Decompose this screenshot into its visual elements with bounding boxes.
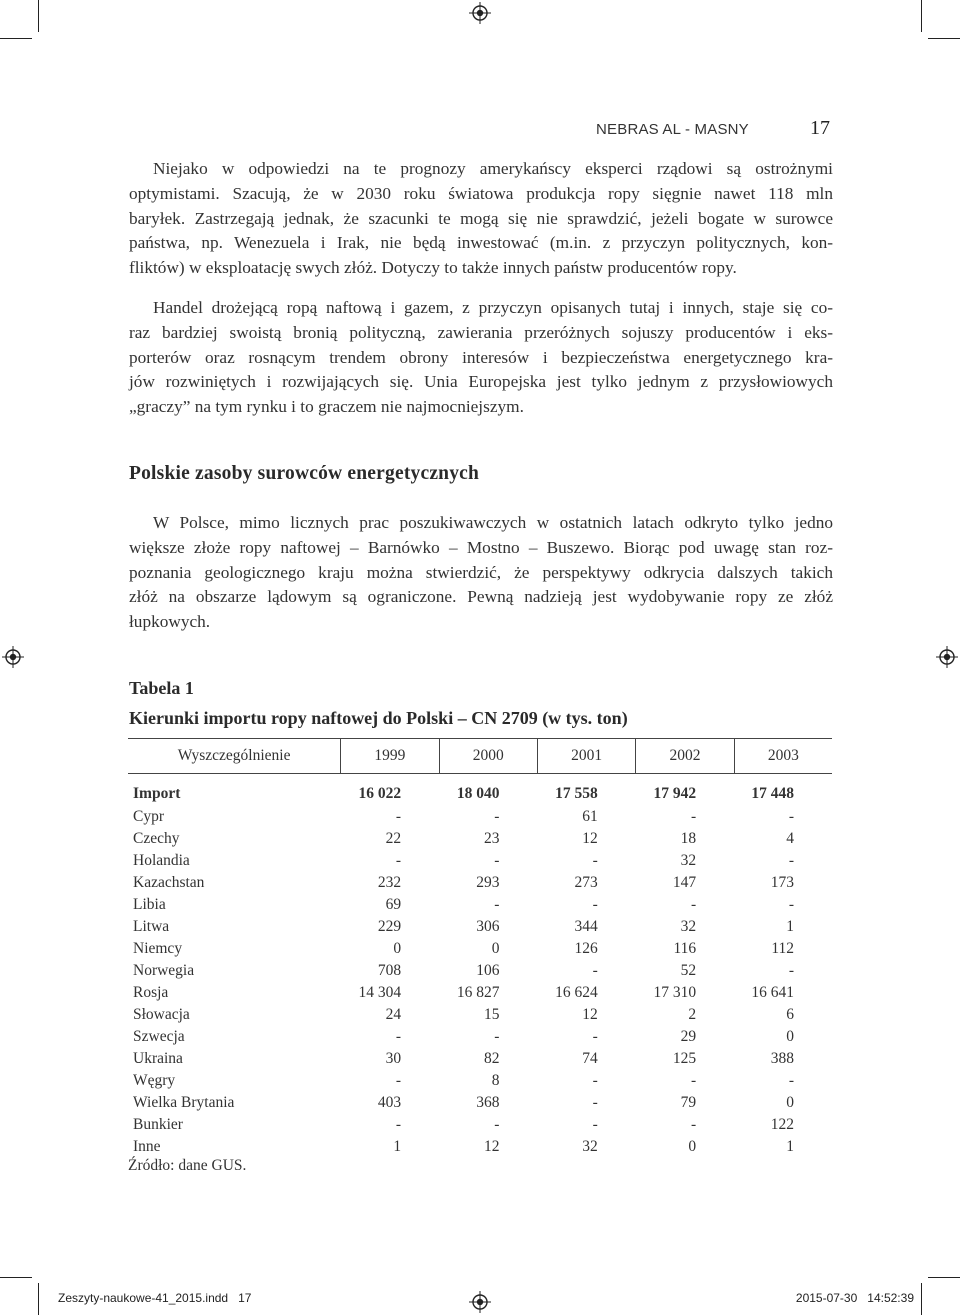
text-line: Handel drożejącą ropą naftową i gazem, z przyczyn opisanych tutaj i innych, staje się co- (153, 298, 833, 317)
table-row (128, 828, 832, 850)
import-table (128, 738, 832, 1158)
value-cell: 368 (476, 1094, 500, 1111)
value-cell: - (690, 1116, 697, 1133)
row-label-cell: Holandia (133, 852, 190, 869)
value-cell: - (592, 1072, 598, 1089)
value-cell: 6 (786, 1006, 794, 1023)
value-cell: - (395, 1116, 402, 1133)
row-label-cell: Libia (133, 896, 166, 913)
column-header: 1999 (341, 739, 439, 774)
value-cell: 24 (385, 1006, 402, 1023)
table-row (128, 850, 832, 872)
value-cell: - (690, 896, 697, 913)
value-cell: 1 (786, 1138, 794, 1155)
value-cell: - (592, 896, 598, 913)
value-cell: - (788, 1072, 794, 1089)
text-line: złóż na obszarze lądowym są ograniczone. Pewną nadzieją jest wydobywanie ropy ze złóż (129, 587, 833, 607)
row-label-cell: Kazachstan (133, 874, 205, 891)
row-label-cell: Wielka Brytania (133, 1094, 235, 1111)
value-cell: 30 (385, 1050, 402, 1067)
header-author: NEBRAS AL - MASNY (596, 121, 749, 138)
value-cell: 0 (491, 940, 500, 957)
value-cell: 125 (672, 1050, 697, 1067)
value-cell: 12 (582, 1006, 598, 1023)
value-cell: 17 942 (653, 785, 697, 802)
value-cell: 116 (673, 940, 697, 957)
text-line: W Polsce, mimo licznych prac poszukiwawczych w ostatnich latach odkryto tylko jedno (153, 513, 833, 532)
row-label-cell: Norwegia (133, 962, 195, 979)
registration-mark-icon (469, 2, 491, 24)
value-cell: - (395, 1028, 402, 1045)
value-cell: 17 310 (653, 984, 697, 1001)
registration-mark-icon (2, 646, 24, 668)
table-row (128, 1026, 832, 1048)
column-header: 2000 (439, 739, 537, 774)
value-cell: 17 558 (555, 785, 598, 802)
value-cell: 16 624 (555, 984, 598, 1001)
value-cell: 22 (385, 830, 402, 847)
value-cell: 32 (582, 1138, 598, 1155)
value-cell: 12 (483, 1138, 500, 1155)
crop-mark (38, 1283, 39, 1315)
table-header-row (128, 739, 832, 774)
value-cell: 69 (385, 896, 402, 913)
file-slug: Zeszyty-naukowe-41_2015.indd 17 (58, 1291, 252, 1305)
value-cell: 229 (377, 918, 402, 935)
column-header: 2002 (636, 739, 734, 774)
value-cell: 15 (483, 1006, 500, 1023)
text-line: większe złoże ropy naftowej – Barnówko – Mostno – Buszewo. Biorąc pod uwagę stan roz- (129, 537, 833, 557)
value-cell: 344 (574, 918, 598, 935)
value-cell: - (788, 808, 794, 825)
value-cell: 403 (377, 1094, 402, 1111)
column-header: 2001 (537, 739, 635, 774)
value-cell: 708 (377, 962, 402, 979)
row-label-cell: Cypr (133, 808, 164, 825)
text-line: optymistami. Szacują, że w 2030 roku światowa produkcja ropy sięgnie nawet 118 mln (129, 183, 833, 203)
value-cell: 32 (680, 852, 697, 869)
table-row (128, 938, 832, 960)
value-cell: 74 (582, 1050, 598, 1067)
row-label-cell: Czechy (133, 830, 180, 847)
value-cell: 273 (574, 874, 598, 891)
table-row (128, 806, 832, 828)
value-cell: 79 (680, 1094, 697, 1111)
value-cell: 1 (786, 918, 794, 935)
text-line: łupkowych. (129, 612, 211, 632)
value-cell: 16 827 (456, 984, 500, 1001)
value-cell: 388 (770, 1050, 794, 1067)
table-row (128, 872, 832, 894)
value-cell: 29 (680, 1028, 697, 1045)
value-cell: 232 (377, 874, 402, 891)
table-row (128, 916, 832, 938)
table-row (128, 1070, 832, 1092)
table-row (128, 1004, 832, 1026)
crop-mark (38, 0, 39, 32)
timestamp-slug: 2015-07-30 14:52:39 (795, 1291, 914, 1305)
value-cell: - (690, 808, 697, 825)
text-line: poznania geologicznego kraju można stwierdzić, że perspektywy odkrycia dalszych takich (129, 562, 833, 582)
value-cell: 52 (680, 962, 697, 979)
table-row (128, 960, 832, 982)
crop-mark (928, 1277, 960, 1278)
table-row (128, 774, 832, 807)
table-source: Źródło: dane GUS. (128, 1157, 247, 1174)
table-row (128, 1114, 832, 1136)
crop-mark (0, 1277, 32, 1278)
row-label-cell: Ukraina (133, 1050, 183, 1067)
value-cell: 0 (786, 1094, 794, 1111)
table-caption: Kierunki importu ropy naftowej do Polski – CN 2709 (w tys. ton) (129, 708, 628, 728)
row-label-cell: Bunkier (133, 1116, 183, 1133)
value-cell: 32 (680, 918, 697, 935)
value-cell: 122 (770, 1116, 794, 1133)
value-cell: 106 (476, 962, 500, 979)
crop-mark (921, 1283, 922, 1315)
value-cell: - (494, 1028, 500, 1045)
value-cell: 306 (476, 918, 500, 935)
value-cell: - (494, 808, 500, 825)
value-cell: - (494, 1116, 500, 1133)
value-cell: 12 (582, 830, 598, 847)
row-label-cell: Węgry (133, 1072, 176, 1089)
value-cell: 0 (688, 1138, 697, 1155)
crop-mark (0, 38, 32, 39)
value-cell: - (395, 1072, 402, 1089)
value-cell: 18 040 (456, 785, 500, 802)
value-cell: 112 (771, 940, 794, 957)
page-number: 17 (810, 117, 830, 139)
value-cell: - (788, 852, 794, 869)
paragraph (129, 296, 833, 420)
value-cell: 16 641 (751, 984, 794, 1001)
value-cell: 17 448 (751, 785, 794, 802)
value-cell: - (690, 1072, 697, 1089)
value-cell: 1 (393, 1138, 402, 1155)
table-row (128, 1092, 832, 1114)
value-cell: 4 (786, 830, 794, 847)
value-cell: - (592, 962, 598, 979)
row-label-cell: Litwa (133, 918, 170, 935)
value-cell: 293 (476, 874, 500, 891)
table-row (128, 1136, 832, 1158)
text-line: baryłek. Zastrzegają jednak, że szacunki te mogą się nie sprawdzić, jeżeli bogate w surowce (129, 208, 833, 228)
value-cell: - (395, 808, 402, 825)
table-row (128, 982, 832, 1004)
value-cell: - (788, 962, 794, 979)
text-line: „graczy” na tym rynku i to graczem nie najmocniejszym. (129, 397, 524, 417)
running-header (0, 117, 960, 141)
value-cell: 0 (786, 1028, 794, 1045)
value-cell: 147 (672, 874, 697, 891)
table-row (128, 894, 832, 916)
value-cell: - (592, 1116, 598, 1133)
value-cell: 16 022 (358, 785, 402, 802)
row-label-cell: Inne (133, 1138, 161, 1155)
value-cell: 61 (582, 808, 598, 825)
row-label-cell: Słowacja (133, 1006, 190, 1023)
value-cell: 18 (680, 830, 697, 847)
value-cell: 82 (483, 1050, 500, 1067)
value-cell: 173 (770, 874, 794, 891)
row-label-cell: Rosja (133, 984, 169, 1001)
value-cell: - (788, 896, 794, 913)
column-header: Wyszczególnienie (128, 739, 341, 774)
text-line: raz bardziej swoistą bronią polityczną, zawierania przeróżnych sojuszy producentów i eks- (129, 322, 833, 342)
text-line: porterów oraz rosnącym trendem obrony interesów i bezpieczeństwa energetycznego kra- (129, 347, 833, 367)
text-line: Niejako w odpowiedzi na te prognozy amerykańscy eksperci rządowi są ostrożnymi (153, 159, 833, 178)
value-cell: 14 304 (358, 984, 402, 1001)
value-cell: 2 (688, 1006, 697, 1023)
value-cell: 0 (393, 940, 402, 957)
crop-mark (928, 38, 960, 39)
value-cell: 126 (574, 940, 598, 957)
table-row (128, 1048, 832, 1070)
value-cell: - (494, 852, 500, 869)
value-cell: - (494, 896, 500, 913)
crop-mark (921, 0, 922, 32)
row-label-cell: Szwecja (133, 1028, 185, 1045)
row-label-cell: Niemcy (133, 940, 183, 957)
row-label-cell: Import (133, 785, 181, 802)
table-label: Tabela 1 (129, 678, 194, 698)
value-cell: - (592, 1094, 598, 1111)
text-line: państwa, np. Wenezuela i Irak, nie będą inwestować (m.in. z przyczyn politycznych, kon- (129, 233, 833, 253)
section-heading: Polskie zasoby surowców energetycznych (129, 463, 480, 484)
text-line: fliktów) w eksploatację swych złóż. Dotyczy to także innych państw producentów ropy. (129, 258, 737, 278)
value-cell: - (395, 852, 402, 869)
registration-mark-icon (936, 646, 958, 668)
value-cell: - (592, 1028, 598, 1045)
registration-mark-icon (469, 1291, 491, 1313)
value-cell: 8 (491, 1072, 500, 1089)
column-header: 2003 (734, 739, 832, 774)
text-line: jów rozwiniętych i rozwijających się. Unia Europejska jest tylko jednym z przysłowiowych (129, 372, 833, 392)
value-cell: - (592, 852, 598, 869)
paragraph (129, 511, 833, 635)
paragraph (129, 157, 833, 281)
value-cell: 23 (483, 830, 500, 847)
